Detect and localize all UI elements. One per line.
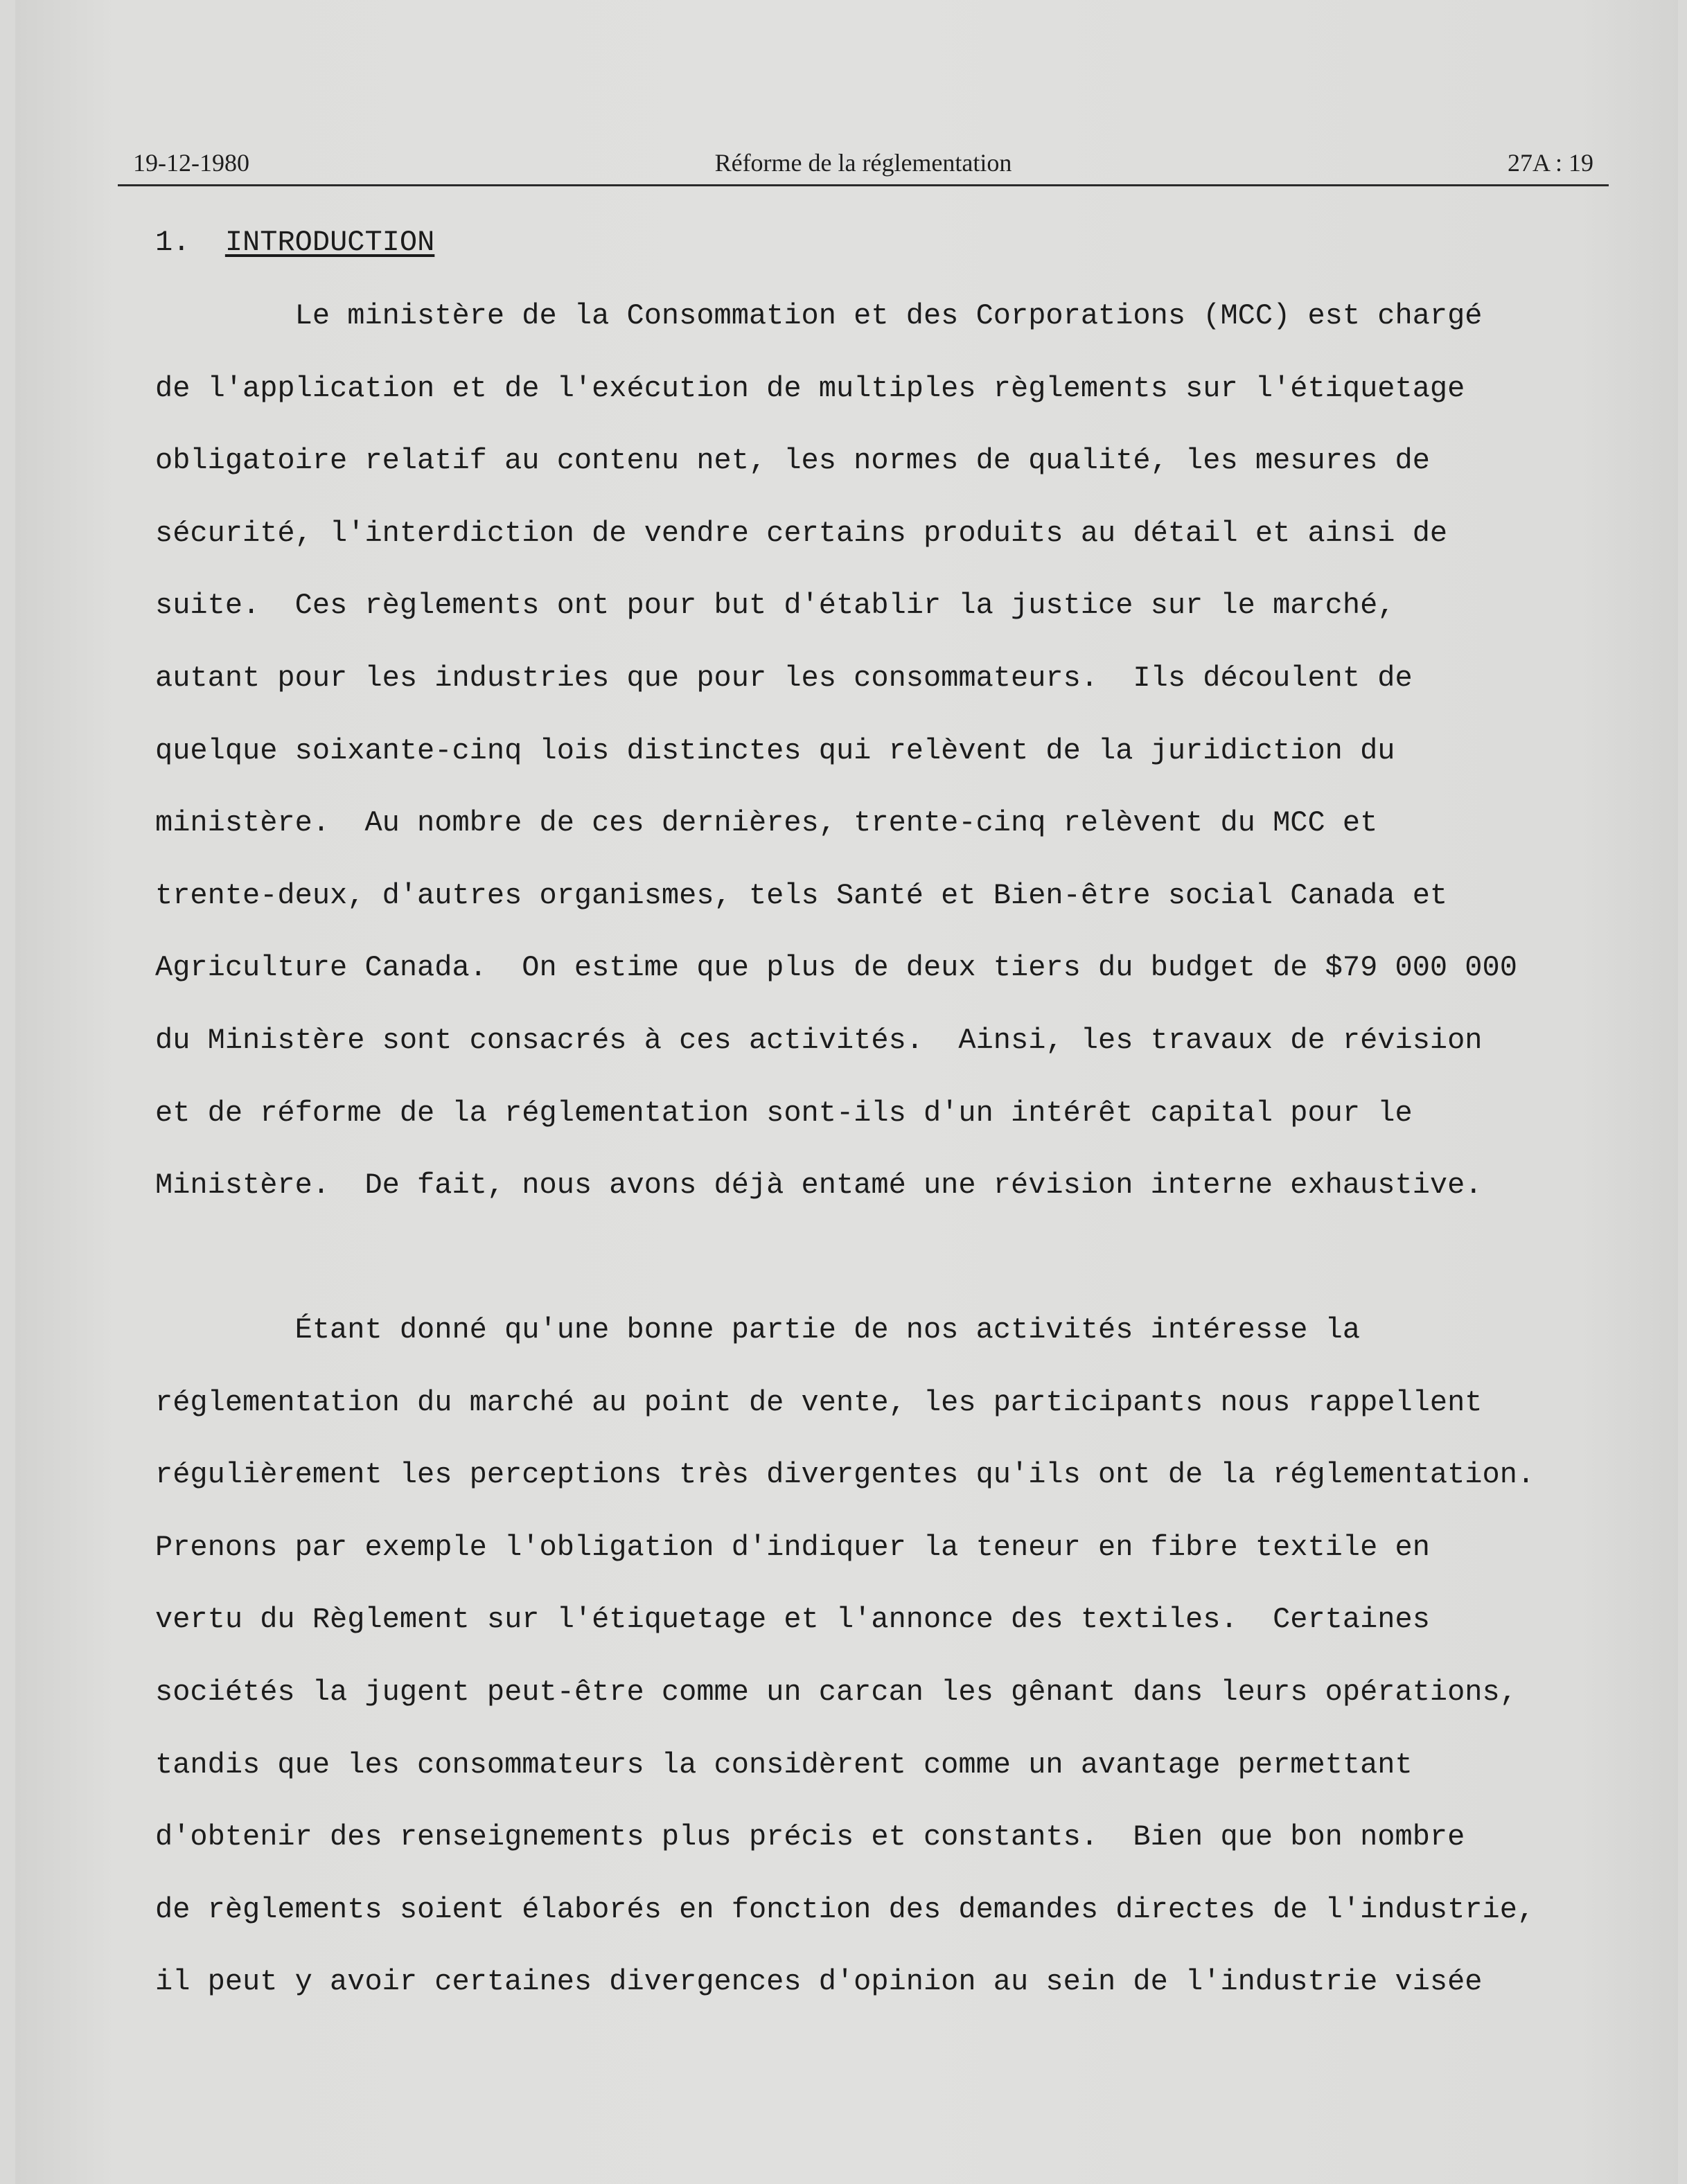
section-heading: INTRODUCTION xyxy=(224,226,435,259)
paragraph-line: obligatoire relatif au contenu net, les normes de qualité, les mesures de xyxy=(155,444,1430,478)
header-title: Réforme de la réglementation xyxy=(714,149,1012,177)
paragraph-line: Agriculture Canada. On estime que plus de deux tiers du budget de $79 000 000 xyxy=(155,951,1517,985)
paragraph-line: suite. Ces règlements ont pour but d'établir la justice sur le marché, xyxy=(155,589,1395,623)
paragraph-line: trente-deux, d'autres organismes, tels Santé et Bien-être social Canada et xyxy=(155,878,1448,912)
document-page xyxy=(15,0,1678,2184)
paragraph-line: Prenons par exemple l'obligation d'indiquer la teneur en fibre textile en xyxy=(155,1530,1430,1564)
section-number: 1. xyxy=(155,226,191,259)
paragraph-line: de règlements soient élaborés en fonction des demandes directes de l'industrie, xyxy=(155,1892,1535,1926)
paragraph-line: réglementation du marché au point de vente, les participants nous rappellent xyxy=(155,1385,1483,1419)
page-header xyxy=(118,145,1609,186)
paragraph-line: régulièrement les perceptions très divergentes qu'ils ont de la réglementation. xyxy=(155,1458,1535,1492)
paragraph-line: d'obtenir des renseignements plus précis et constants. Bien que bon nombre xyxy=(155,1820,1465,1854)
paragraph-line: vertu du Règlement sur l'étiquetage et l'annonce des textiles. Certaines xyxy=(155,1603,1430,1637)
paragraph-line: tandis que les consommateurs la considèrent comme un avantage permettant xyxy=(155,1748,1413,1782)
paragraph-line: sociétés la jugent peut-être comme un carcan les gênant dans leurs opérations, xyxy=(155,1675,1517,1709)
paragraph-line: il peut y avoir certaines divergences d'opinion au sein de l'industrie visée xyxy=(155,1965,1483,1999)
paragraph-1 xyxy=(155,298,1624,1240)
header-page-number: 27A : 19 xyxy=(1507,149,1593,177)
header-date: 19-12-1980 xyxy=(133,149,249,177)
paragraph-line: Ministère. De fait, nous avons déjà entamé une révision interne exhaustive. xyxy=(155,1169,1483,1202)
paragraph-line: autant pour les industries que pour les consommateurs. Ils découlent de xyxy=(155,661,1413,695)
paragraph-line: sécurité, l'interdiction de vendre certains produits au détail et ainsi de xyxy=(155,516,1448,550)
section-title xyxy=(155,224,434,260)
paragraph-line: et de réforme de la réglementation sont-ils d'un intérêt capital pour le xyxy=(155,1096,1413,1130)
paragraph-line: quelque soixante-cinq lois distinctes qui relèvent de la juridiction du xyxy=(155,734,1395,767)
paragraph-line: du Ministère sont consacrés à ces activités. Ainsi, les travaux de révision xyxy=(155,1023,1483,1057)
paragraph-line: ministère. Au nombre de ces dernières, trente-cinq relèvent du MCC et xyxy=(155,806,1378,840)
paragraph-line: Le ministère de la Consommation et des Corporations (MCC) est chargé xyxy=(155,299,1483,332)
paragraph-line: de l'application et de l'exécution de multiples règlements sur l'étiquetage xyxy=(155,371,1465,405)
paragraph-line: Étant donné qu'une bonne partie de nos activités intéresse la xyxy=(155,1313,1361,1347)
paragraph-2 xyxy=(155,1312,1624,2036)
